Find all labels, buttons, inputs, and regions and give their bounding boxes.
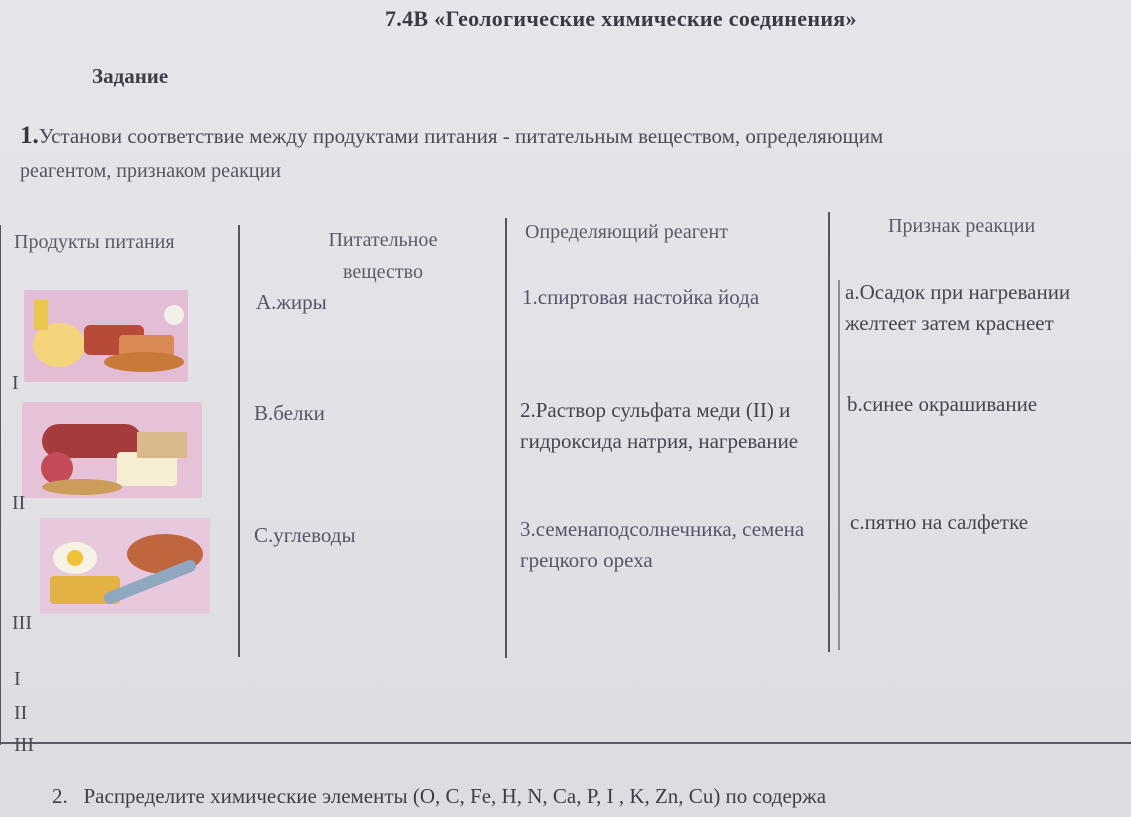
food-image-proteins: [22, 402, 202, 498]
task1-text: [20, 122, 883, 150]
table-divider: [838, 280, 840, 650]
food-fats-icon: [24, 290, 188, 382]
food-image-carbohydrates: [40, 518, 210, 614]
nutrient-carbohydrates: С.углеводы: [254, 523, 356, 547]
header-nutrient: Питательное вещество: [328, 229, 438, 283]
row-roman-ii: II: [12, 492, 26, 514]
food-image-fats: [24, 290, 188, 382]
nutrient-fats: А.жиры: [256, 290, 327, 314]
sign-a: a.Осадок при нагревании желтеет затем краснеет: [845, 280, 1071, 335]
reagent-1: 1.спиртовая настойка йода: [522, 285, 760, 309]
task2-text: [52, 784, 826, 809]
food-proteins-icon: [22, 402, 202, 498]
task2-line: Распределите химические элементы (O, C, Fe, H, N, Ca, P, I , K, Zn, Cu) по содержа: [83, 784, 827, 808]
header-reagent: Определяющий реагент: [525, 221, 728, 243]
header-sign: Признак реакции: [888, 215, 1036, 237]
nutrient-proteins: В.белки: [254, 401, 325, 425]
food-carbs-icon: [40, 518, 210, 614]
task-heading: Задание: [92, 64, 169, 88]
header-products: Продукты питания: [14, 231, 175, 253]
answer-row-i: I: [14, 668, 21, 690]
reagent-2: 2.Раствор сульфата меди (II) и гидроксида натрия, нагревание: [520, 398, 799, 453]
table-bottom-line: [0, 742, 1131, 744]
sign-b: b.синее окрашивание: [847, 392, 1038, 416]
table-left-border: [0, 225, 1, 745]
task1-line2: реагентом, признаком реакции: [20, 160, 281, 182]
sign-c: c.пятно на салфетке: [850, 510, 1029, 534]
page-title: 7.4В «Геологические химические соединения»: [385, 6, 857, 31]
table-divider: [505, 218, 507, 658]
task1-number: 1.: [20, 122, 39, 149]
answer-row-iii: III: [14, 734, 34, 756]
row-roman-i: I: [12, 372, 19, 394]
answer-row-ii: II: [14, 702, 28, 724]
table-divider: [828, 212, 830, 652]
task1-line1: Установи соответствие между продуктами питания - питательным веществом, определяющим: [38, 124, 884, 148]
task2-number: 2.: [52, 784, 68, 808]
row-roman-iii: III: [12, 612, 32, 634]
table-divider: [238, 225, 240, 657]
reagent-3: 3.семенаподсолнечника, семена грецкого ореха: [520, 517, 805, 572]
